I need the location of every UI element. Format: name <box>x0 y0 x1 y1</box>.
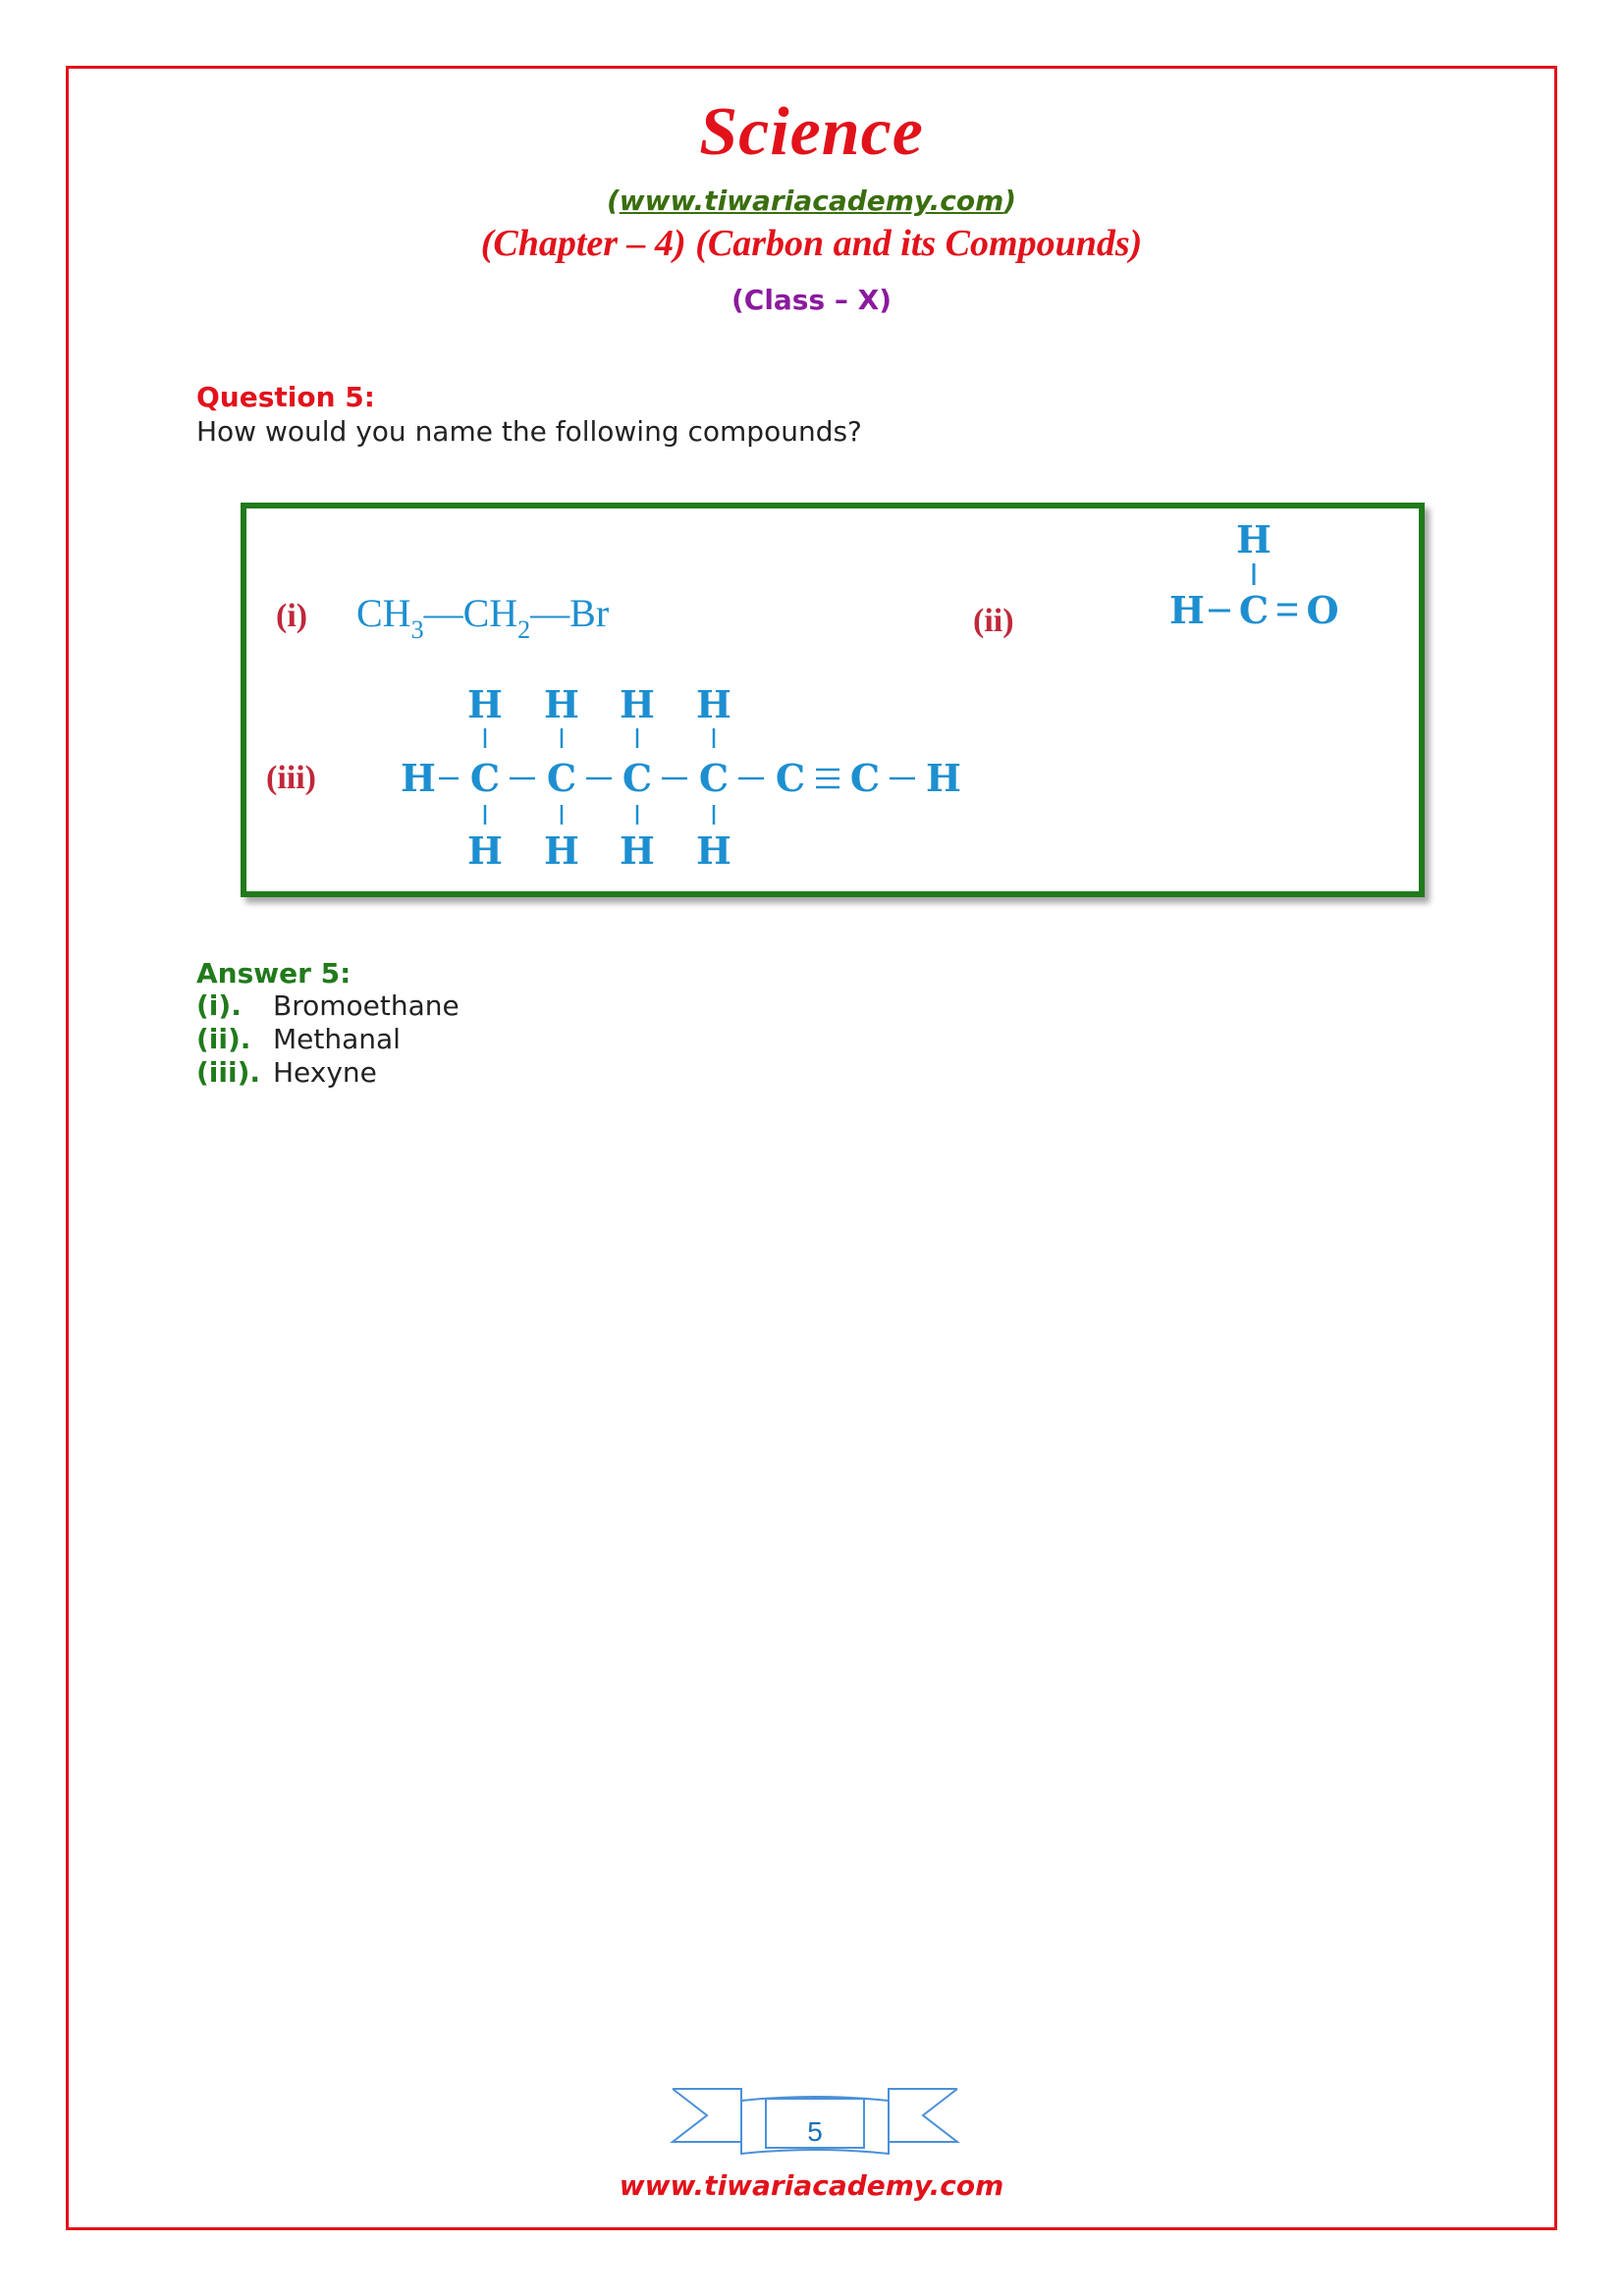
formula-ii-h-top: H <box>1236 517 1271 561</box>
formula-ii-c: C <box>1238 588 1270 632</box>
answer-item <box>196 1056 377 1089</box>
question-label: Question 5: <box>196 381 375 413</box>
formula-i-ch2: —CH <box>423 591 518 635</box>
answer-text: Bromoethane <box>273 989 460 1022</box>
compounds-figure <box>241 503 1425 897</box>
answer-num: (i). <box>196 989 242 1022</box>
formula-ii-h-left: H <box>1169 588 1205 632</box>
formula-ii <box>1169 517 1339 632</box>
website-paren-close: ) <box>1003 185 1017 217</box>
answer-text: Hexyne <box>273 1056 377 1089</box>
website-paren-open: ( <box>606 185 620 217</box>
footer-website-link[interactable]: www.tiwariacademy.com <box>619 2169 1004 2202</box>
label-iii: (iii) <box>266 760 316 796</box>
iii-chain-c5: C <box>775 756 806 800</box>
iii-chain-h-right: H <box>926 756 961 800</box>
iii-chain-c1: C <box>469 756 501 800</box>
formula-i-ch: CH <box>356 591 411 635</box>
page-number: 5 <box>807 2116 823 2147</box>
website-link-header[interactable] <box>0 185 1623 217</box>
label-ii: (ii) <box>973 603 1014 639</box>
answer-label: Answer 5: <box>196 957 352 989</box>
iii-top-h-2: H <box>544 682 579 726</box>
iii-chain-h-left: H <box>401 756 436 800</box>
answer-text: Methanal <box>273 1023 401 1055</box>
iii-chain-c4: C <box>698 756 730 800</box>
iii-chain-c3: C <box>622 756 653 800</box>
iii-bottom-h-4: H <box>696 828 731 873</box>
question-text: How would you name the following compounds? <box>196 415 862 448</box>
formula-i-sub2: 2 <box>517 615 531 644</box>
formula-ii-o: O <box>1306 588 1339 632</box>
formula-iii <box>401 682 961 873</box>
iii-chain-c6: C <box>849 756 881 800</box>
compounds-diagram <box>246 508 1419 891</box>
iii-bottom-h-1: H <box>467 828 503 873</box>
answer-item <box>196 989 460 1022</box>
class-label: (Class – X) <box>730 284 893 316</box>
iii-bottom-h-3: H <box>620 828 655 873</box>
page-title: Science <box>699 94 924 170</box>
formula-i-sub3: 3 <box>410 615 424 644</box>
formula-i-br: —Br <box>530 591 610 635</box>
formula-i <box>356 591 609 644</box>
iii-chain-c2: C <box>546 756 577 800</box>
answer-item <box>196 1023 401 1055</box>
iii-top-h-1: H <box>467 682 503 726</box>
label-i: (i) <box>276 598 308 634</box>
answer-num: (iii). <box>196 1056 261 1089</box>
answer-num: (ii). <box>196 1023 251 1055</box>
website-url[interactable]: www.tiwariacademy.com <box>619 185 1004 217</box>
chapter-heading: (Chapter – 4) (Carbon and its Compounds) <box>480 223 1143 264</box>
iii-top-h-3: H <box>620 682 655 726</box>
iii-bottom-h-2: H <box>544 828 579 873</box>
iii-top-h-4: H <box>696 682 731 726</box>
